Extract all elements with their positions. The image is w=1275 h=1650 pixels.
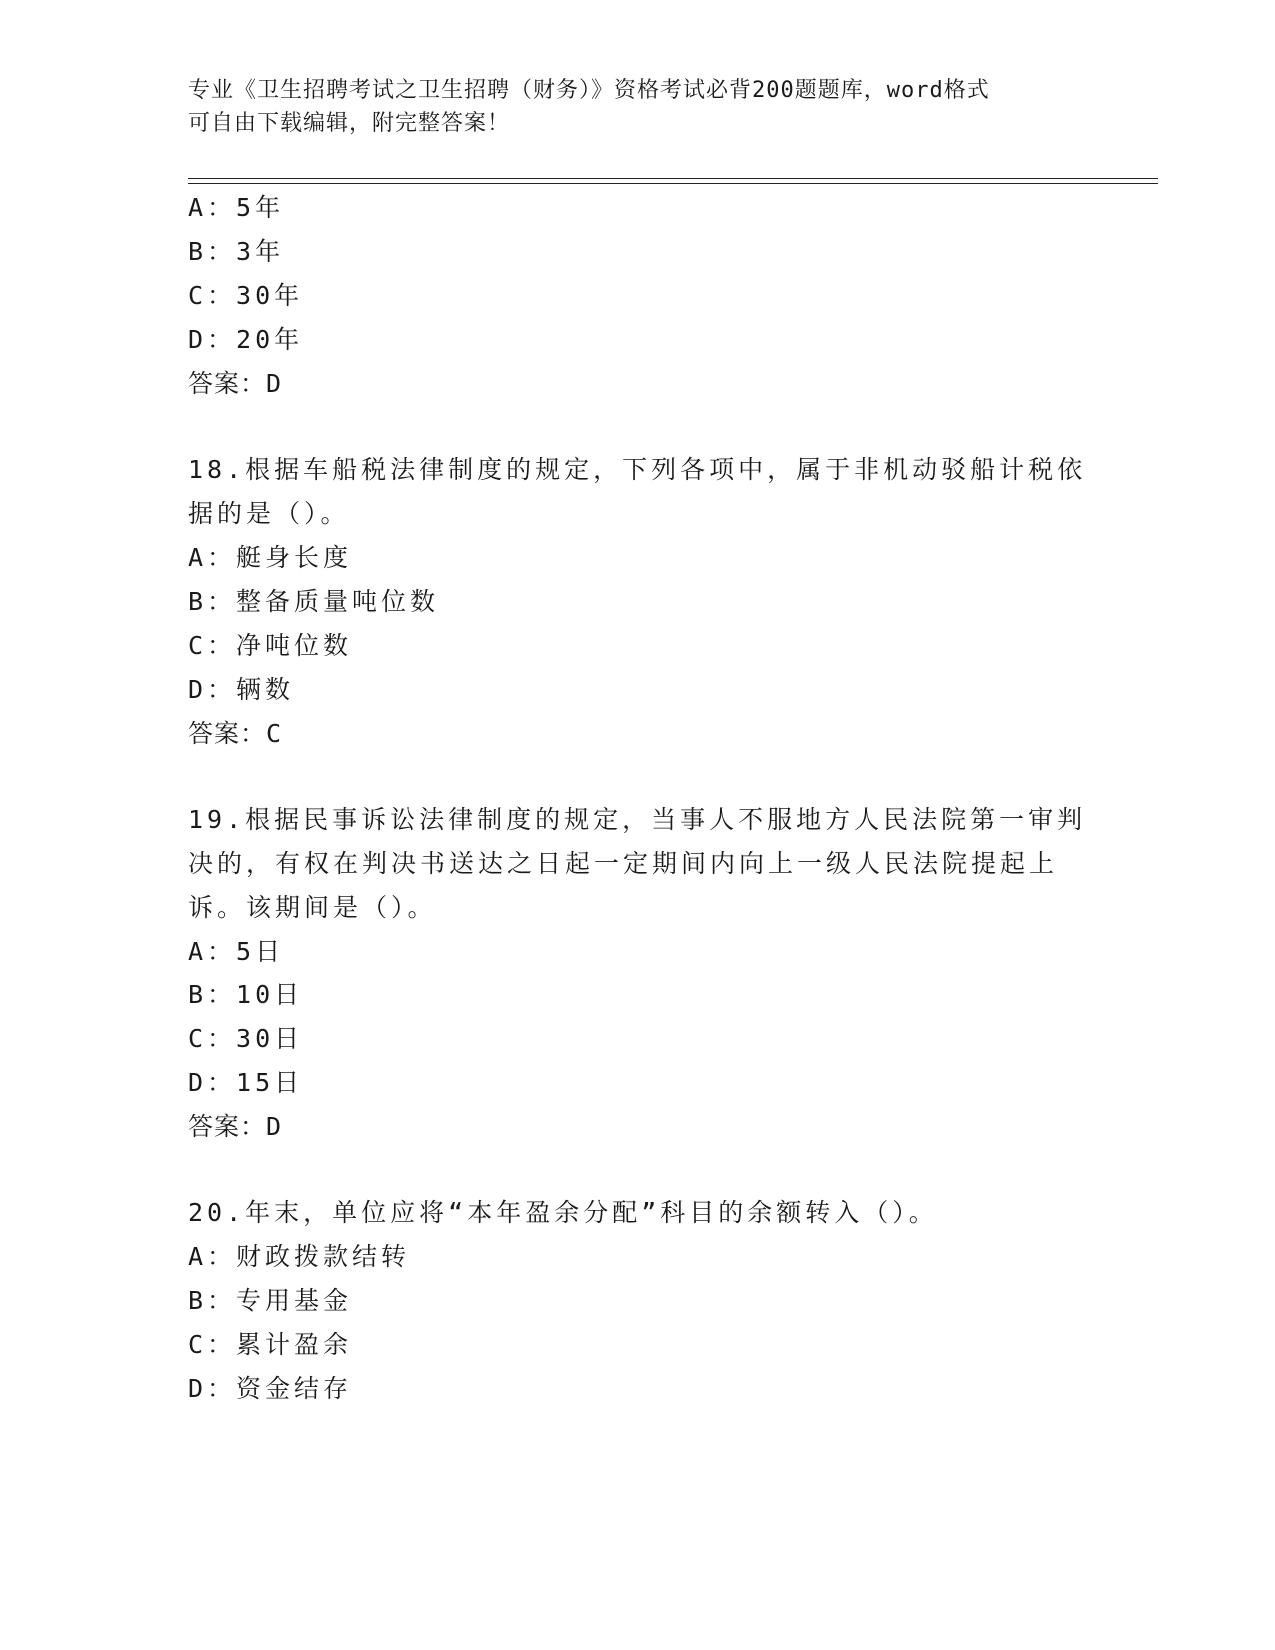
q18-stem-line-1: 18.根据车船税法律制度的规定，下列各项中，属于非机动驳船计税依 [188, 455, 1087, 484]
header-divider-bottom [188, 183, 1158, 184]
q20-option-b: B：专用基金 [188, 1286, 353, 1315]
q20-option-a: A：财政拨款结转 [188, 1242, 411, 1271]
q17-answer: 答案：D [188, 369, 283, 398]
q17-option-c: C：30年 [188, 281, 304, 310]
q17-option-d: D：20年 [188, 325, 304, 354]
q19-option-d: D：15日 [188, 1068, 304, 1097]
q19-option-a: A：5日 [188, 937, 285, 966]
q19-option-b: B：10日 [188, 980, 304, 1009]
q18-option-c: C：净吨位数 [188, 631, 353, 660]
q20-option-d: D：资金结存 [188, 1374, 353, 1403]
q18-option-a: A：艇身长度 [188, 543, 353, 572]
q18-stem-line-2: 据的是（）。 [188, 499, 350, 528]
q18-option-d: D：辆数 [188, 675, 295, 704]
q19-option-c: C：30日 [188, 1024, 304, 1053]
document-header [188, 74, 1068, 140]
header-line-1: 专业《卫生招聘考试之卫生招聘（财务）》资格考试必背200题题库，word格式 [188, 78, 990, 103]
q18-answer: 答案：C [188, 719, 283, 748]
q20-option-c: C：累计盈余 [188, 1330, 353, 1359]
q19-stem-line-3: 诉。该期间是（）。 [188, 893, 437, 922]
q18-option-b: B：整备质量吨位数 [188, 587, 440, 616]
header-divider-top [188, 178, 1158, 179]
header-line-2: 可自由下载编辑，附完整答案！ [188, 111, 511, 136]
q19-stem-line-1: 19.根据民事诉讼法律制度的规定，当事人不服地方人民法院第一审判 [188, 805, 1087, 834]
q17-option-b: B：3年 [188, 237, 285, 266]
q20-stem-line-1: 20.年末，单位应将“本年盈余分配”科目的余额转入（）。 [188, 1198, 938, 1227]
q19-stem-line-2: 决的，有权在判决书送达之日起一定期间内向上一级人民法院提起上 [188, 849, 1059, 878]
q19-answer: 答案：D [188, 1112, 283, 1141]
q17-option-a: A：5年 [188, 193, 285, 222]
